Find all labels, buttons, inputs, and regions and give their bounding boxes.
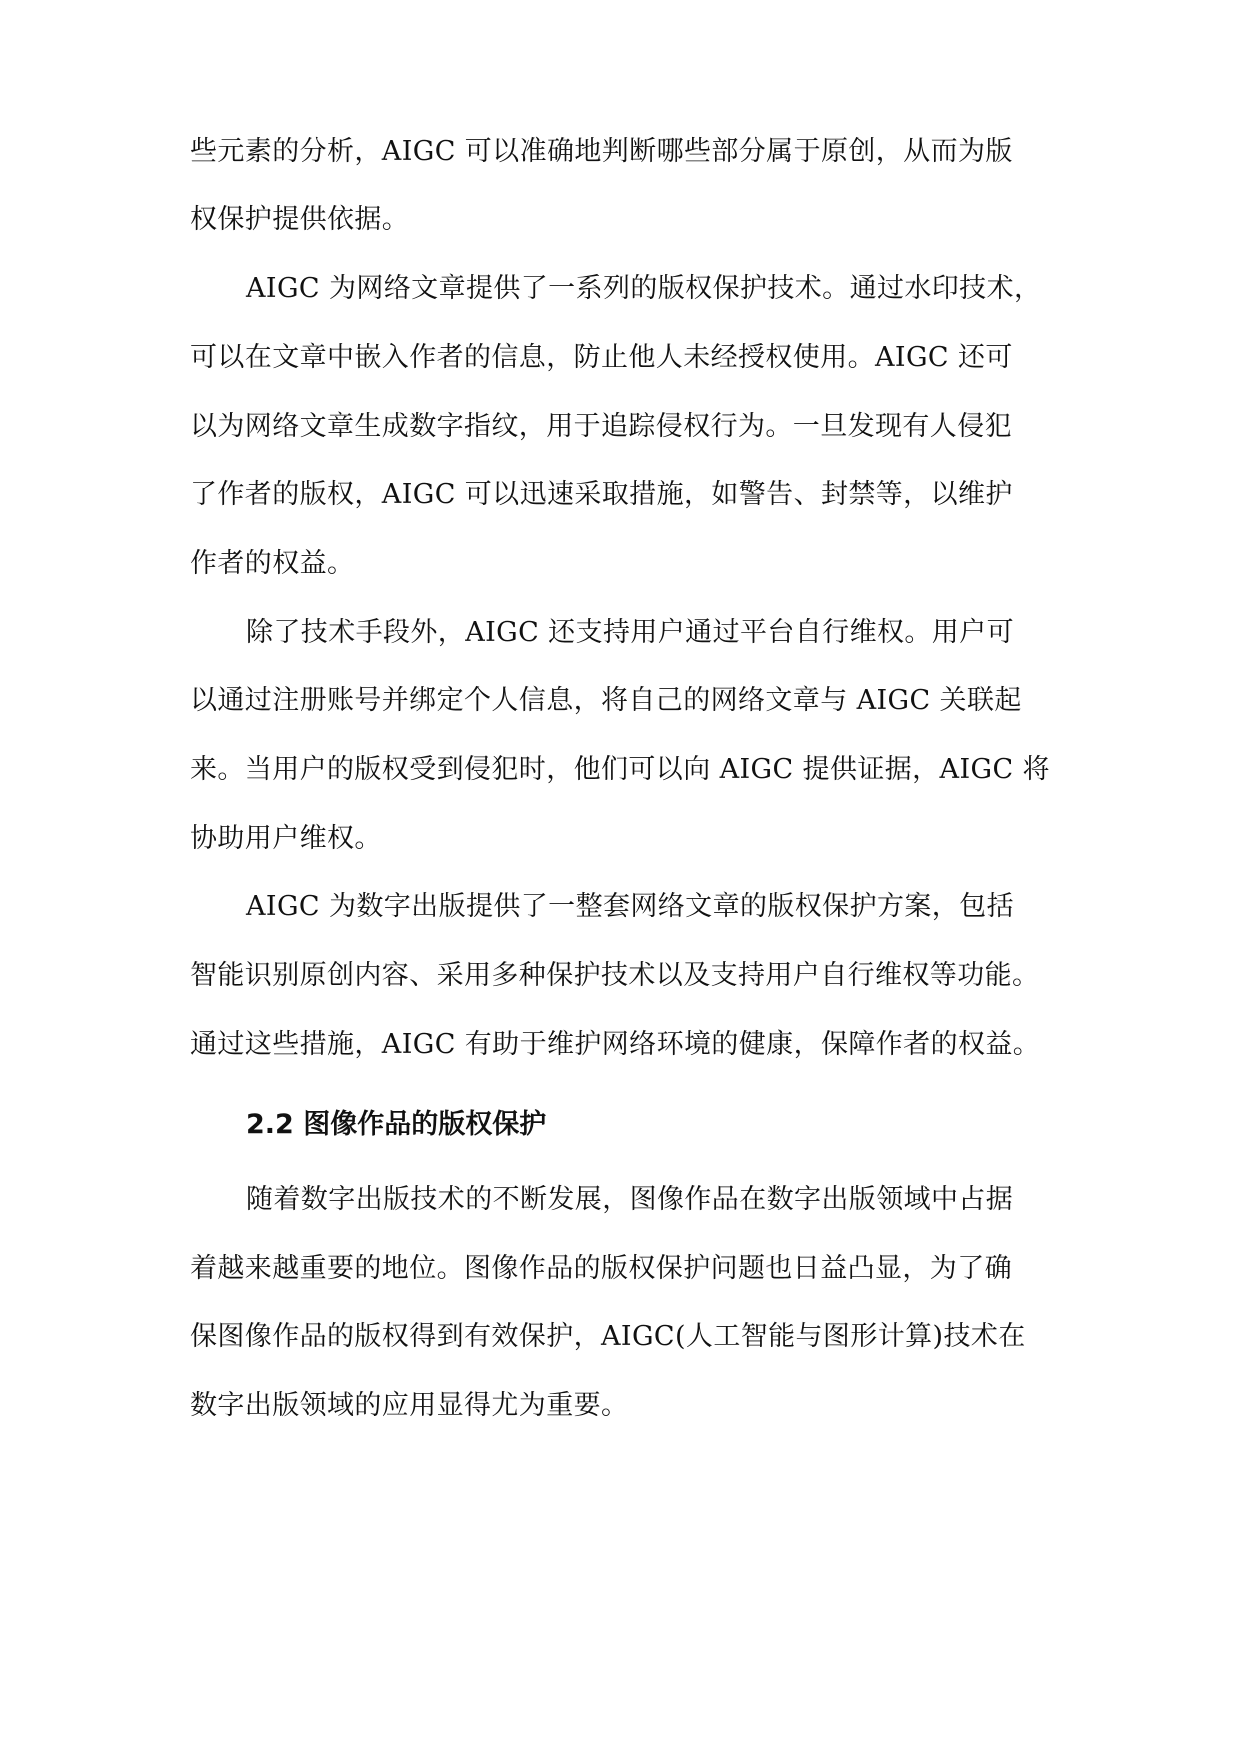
- paragraph-3-line-2: 以通过注册账号并绑定个人信息，将自己的网络文章与 AIGC 关联起: [190, 685, 1022, 716]
- paragraph-1-line-2: 权保护提供依据。: [190, 204, 410, 235]
- paragraph-3-line-4: 协助用户维权。: [190, 823, 382, 854]
- paragraph-3-line-1: 除了技术手段外，AIGC 还支持用户通过平台自行维权。用户可: [246, 617, 1014, 648]
- section-paragraph-line-1: 随着数字出版技术的不断发展，图像作品在数字出版领域中占据: [246, 1184, 1014, 1215]
- paragraph-4-line-3: 通过这些措施，AIGC 有助于维护网络环境的健康，保障作者的权益。: [190, 1029, 1041, 1060]
- paragraph-4-line-2: 智能识别原创内容、采用多种保护技术以及支持用户自行维权等功能。: [190, 960, 1040, 991]
- paragraph-2-line-2: 可以在文章中嵌入作者的信息，防止他人未经授权使用。AIGC 还可: [190, 342, 1013, 373]
- paragraph-2-line-1: AIGC 为网络文章提供了一系列的版权保护技术。通过水印技术，: [246, 273, 1042, 304]
- paragraph-2-line-5: 作者的权益。: [190, 548, 355, 579]
- paragraph-2-line-4: 了作者的版权，AIGC 可以迅速采取措施，如警告、封禁等，以维护: [190, 479, 1013, 510]
- paragraph-4-line-1: AIGC 为数字出版提供了一整套网络文章的版权保护方案，包括: [246, 891, 1014, 922]
- section-paragraph-line-3: 保图像作品的版权得到有效保护，AIGC(人工智能与图形计算)技术在: [190, 1321, 1026, 1352]
- section-paragraph-line-4: 数字出版领域的应用显得尤为重要。: [190, 1390, 629, 1421]
- paragraph-2-line-3: 以为网络文章生成数字指纹，用于追踪侵权行为。一旦发现有人侵犯: [190, 411, 1012, 442]
- section-paragraph-line-2: 着越来越重要的地位。图像作品的版权保护问题也日益凸显，为了确: [190, 1253, 1012, 1284]
- paragraph-1-line-1: 些元素的分析，AIGC 可以准确地判断哪些部分属于原创，从而为版: [190, 136, 1013, 167]
- section-heading: 2.2 图像作品的版权保护: [246, 1109, 547, 1140]
- paragraph-3-line-3: 来。当用户的版权受到侵犯时，他们可以向 AIGC 提供证据，AIGC 将: [190, 754, 1050, 785]
